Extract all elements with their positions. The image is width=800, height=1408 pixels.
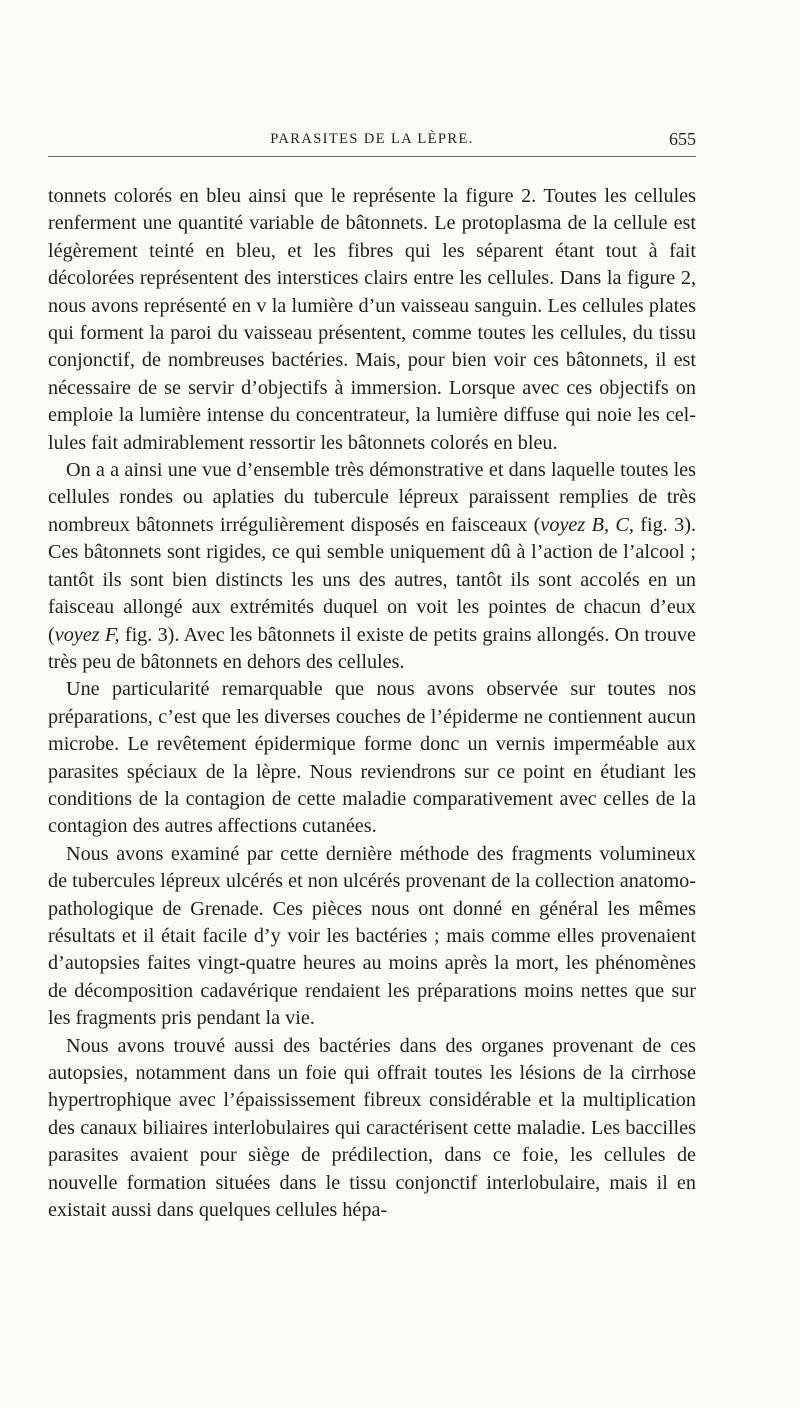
paragraph-2-text-a: On a a ainsi une vue d’ensemble très démonstrative et dans laquelle toutes les cellules rondes ou aplaties du tubercule lépreux paraissent remplies de très nombreux bâtonnets irrégulièrement disposés en faisceaux ( [48,459,696,536]
paragraph-2-text-c: fig. 3). Avec les bâtonnets il existe de petits grains allongés. On trouve très peu de bâtonnets en dehors des cellules. [48,623,696,673]
figure-reference-b-c: voyez B, C, [540,513,634,536]
paragraph-2 [48,457,696,676]
paragraph-3: Une particularité remarquable que nous avons observée sur toutes nos préparations, c’est que les diverses couches de l’épiderme ne contiennent aucun microbe. Le revêtement épidermique forme donc un vernis imperméable aux parasites spéciaux de la lèpre. Nous reviendrons sur ce point en étudiant les conditions de la contagion de cette maladie comparativement avec celles de la contagion des autres affections cutanées. [48,678,696,838]
running-title: PARASITES DE LA LÈPRE. [270,131,474,147]
page-number: 655 [669,129,696,149]
paragraph-4: Nous avons examiné par cette dernière méthode des fragments volumineux de tubercules lépreux ulcérés et non ulcérés provenant de la collection anatomo-pathologique de Grenade. Ces pièces nous ont donné en général les mêmes résultats et il était facile d’y voir les bactéries ; mais comme elles provenaient d’autopsies faites vingt-quatre heures au moins après la mort, les phénomènes de décomposition cadavérique rendaient les préparations moins nettes que sur les fragments pris pendant la vie. [48,842,696,1030]
figure-reference-f: voyez F, [54,623,120,646]
paragraph-1: tonnets colorés en bleu ainsi que le représente la figure 2. Toutes les cellules renferment une quantité variable de bâtonnets. Le protoplasma de la cellule est légèrement teinté en bleu, et les fibres qui les séparent étant tout à fait décolorées représentent des interstices clairs entre les cellules. Dans la figure 2, nous avons représenté en v la lumière d’un vaisseau sanguin. Les cellules plates qui forment la paroi du vaisseau présentent, comme toutes les cellules, du tissu conjonctif, de nombreuses bactéries. Mais, pour bien voir ces bâtonnets, il est nécessaire de se servir d’objectifs à immersion. Lorsque avec ces objectifs on emploie la lumière intense du concentrateur, la lumière diffuse qui noie les cellules fait admirablement ressortir les bâtonnets colorés en bleu. [48,185,696,454]
paragraph-5: Nous avons trouvé aussi des bactéries dans des organes provenant de ces autopsies, notamment dans un foie qui offrait toutes les lésions de la cirrhose hypertrophique avec l’épaississement fibreux considérable et la multiplication des canaux biliaires interlobulaires qui caractérisent cette maladie. Les baccilles parasites avaient pour siège de prédilection, dans ce foie, les cellules de nouvelle formation situées dans le tissu conjonctif interlobulaire, mais il en existait aussi dans quelques cellules hépa- [48,1034,696,1222]
paragraph-2-text-b: fig. 3). Ces bâtonnets sont rigides, ce qui semble uniquement dû à l’action de l’alcool ; tantôt ils sont bien distincts les uns des autres, tantôt ils sont accolés en un faisceau allongé aux extrémités duquel on voit les pointes de chacun d’eux ( [48,513,696,646]
running-header [48,128,696,157]
body-text [48,183,696,1224]
book-page [48,128,696,1224]
